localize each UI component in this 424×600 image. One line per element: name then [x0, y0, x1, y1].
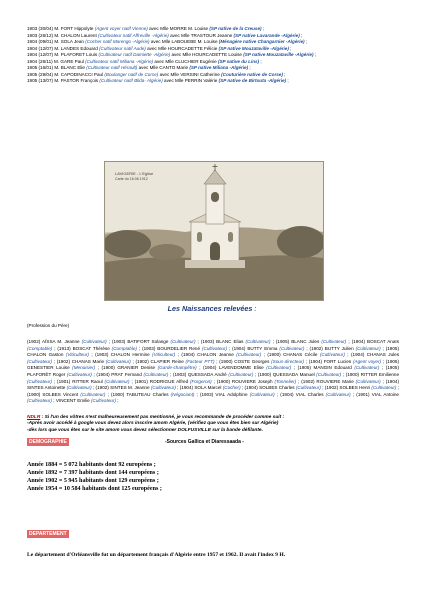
groom-name: M. GARE Paul — [54, 58, 84, 64]
births-heading — [0, 304, 424, 313]
birth-entry: ; (1904) LAVENDOMME Elise — [196, 365, 267, 371]
groom-name: M. BLANC Elie — [54, 65, 85, 71]
birth-father-profession: (Menuisier) — [72, 365, 96, 371]
birth-entry: ; (1905) BLANC Jules — [270, 339, 322, 344]
groom-name: M. LANDES Edouard — [54, 45, 98, 51]
birth-father-profession: (Viticulteur) — [65, 352, 89, 358]
birth-entry: ; (1902) CHANAS Marie — [52, 358, 106, 364]
birth-entry: ; (1901) RODRIGUE Alfred — [129, 378, 191, 384]
birth-father-profession: (Cultivateur) — [279, 345, 305, 351]
births-heading-text: Les Naissances relevées — [167, 304, 253, 313]
groom-detail: (Cocher natif Marengo -Algérie) — [85, 39, 150, 45]
birth-entry: ; (1904) SINTES Antoinette — [27, 378, 399, 391]
church-illustration — [105, 162, 323, 300]
birth-entry: ; (1904) BUTTY Emma — [227, 345, 280, 351]
note-line-2: -Après avoir accédé à google vous devez alors inscrire amom Algérie, (vérifiez que vous êtes bien sur Algérie) — [27, 421, 279, 427]
groom-name: M. PLAFORET Louis — [54, 52, 98, 58]
groom-detail: (Cultivateur natif Affreville -Algérie) — [98, 32, 169, 38]
bride-name: avec Mlle CANTO Marie — [138, 65, 189, 71]
birth-father-profession: (Cultivateur) — [295, 385, 321, 391]
birth-father-profession: (Cultivateur) — [236, 352, 262, 358]
birth-father-profession: (Forgeron) — [190, 378, 212, 384]
department-text: Le département d'Orléansville fut un département français d'Algérie entre 1957 et 1962. Il avait l'index 9 H. — [27, 552, 286, 558]
birth-entry: ; (1903) BOURDELIER René — [136, 345, 202, 351]
birth-father-profession: (Cultivateur) — [105, 358, 131, 364]
birth-entry: ; (1902) BUTTY Julien — [304, 345, 356, 351]
birth-father-profession: (Sous-directeur) — [271, 358, 305, 364]
birth-entry: ; (1904) VIAL Charles — [274, 391, 326, 397]
row-end: ; — [313, 52, 317, 58]
births-heading-colon: : — [252, 304, 257, 313]
bride-name: avec Mlle MORRE M. Louise — [149, 26, 209, 31]
groom-detail: (Agent voyer natif Vienne) — [94, 26, 148, 31]
birth-entry: ; (1900) QUESSADA Manuel — [253, 371, 317, 377]
bride-detail: (Ménagère native Changarnier -Algérie) — [218, 39, 305, 45]
birth-father-profession: (Cultivateur) — [201, 345, 227, 351]
birth-father-profession: (Cultivateur) — [249, 391, 275, 397]
bride-detail: (SP native Mouzaïaville -Algérie) — [243, 52, 314, 58]
birth-father-profession: (Comptable) — [111, 345, 137, 351]
bride-detail: (SP native de la Creuse) — [209, 26, 262, 31]
birth-father-profession: (Facteur PTT) — [185, 358, 215, 364]
birth-entry: ; (1904) FORT Lucien — [304, 358, 354, 364]
bride-name: avec Mlle PERRIN Valérie — [164, 78, 218, 84]
population-line: Année 1954 = 10 584 habitants dont 125 européens ; — [27, 486, 162, 493]
bride-name: avec Mlle VERSINI Catherine — [159, 71, 220, 77]
birth-entry: ; VINCENT Emilie — [52, 398, 91, 404]
birth-entry: ; (1900) GRANIER Denise — [95, 365, 158, 371]
birth-entry: ; (1904) CHALON Jeanne — [175, 352, 237, 358]
birth-father-profession: (Cocher) — [222, 385, 241, 391]
groom-name: M. CHALON Laurent — [54, 32, 97, 38]
groom-name: M. PASTOR François — [54, 78, 99, 84]
birth-father-profession: (Cultivateur) — [354, 365, 380, 371]
row-end: ; — [299, 32, 303, 38]
marriage-date: 1903 (30/04) — [27, 26, 54, 31]
note-line-1-text: : Si l'un des vôtres n'est malheureusement pas mentionné, je vous recommande de procéder comme suit : — [40, 415, 285, 420]
birth-entry: ; — [116, 398, 119, 404]
birth-father-profession: (Cultivateur) — [321, 339, 347, 344]
birth-entry: ; (1905) GENESTIER Louise — [27, 358, 400, 371]
birth-entry: ; (1903) CHALON Hermine — [88, 352, 153, 358]
marriage-date: 1905 (13/07) — [27, 78, 54, 84]
birth-father-profession: (Cultivateur) — [316, 371, 342, 377]
row-end: ; — [259, 58, 262, 64]
birth-entry: ; (1905) MANGIN Edouard — [291, 365, 355, 371]
marriage-date: 1905 (16/01) — [27, 65, 54, 71]
groom-detail: (Boulanger natif de Corse) — [104, 71, 159, 77]
birth-entry: ; (1902) ROUVIERE Marie — [296, 378, 356, 384]
birth-father-profession: (Cultivateur) — [27, 378, 53, 384]
note-line-3: -dès lors que vous êtes sur le site amom vous devez sélectionner DOLFUSVILLE sur la bande défilante. — [27, 427, 263, 433]
demography-badge: DEMOGRAPHIE — [29, 439, 67, 445]
photo-caption-title: LAVIGERIE - L'Eglise — [115, 171, 154, 176]
birth-entry: ; (1903) VIAL Adolphine — [194, 391, 250, 397]
birth-entry: ; (1900) RITTER Emilienne — [341, 371, 400, 377]
row-end: ; — [282, 71, 286, 77]
birth-entry: ; (1902) SOLBES Henri — [320, 385, 372, 391]
bride-name: avec Mlle HOURCADETTE Louise — [171, 52, 242, 58]
birth-father-profession: (Cultivateur) — [66, 371, 92, 377]
birth-father-profession: (Cultivateur) — [27, 398, 53, 404]
row-end: ; — [248, 65, 251, 71]
birth-father-profession: (Cultivateur) — [150, 385, 176, 391]
birth-entry: ; (1900) COSTE Georges — [214, 358, 272, 364]
church-postcard-photo — [104, 161, 324, 301]
birth-father-profession: (Cultivateur) — [104, 378, 130, 384]
birth-father-profession: (Cultivateur) — [245, 339, 271, 344]
groom-detail: (Cultivateur natif Aude) — [99, 45, 146, 51]
groom-detail: (Cultivateur natif Hérault) — [86, 65, 138, 71]
marriage-list — [27, 26, 407, 85]
groom-name: M. CAPODINACCI Paul — [54, 71, 104, 77]
department-badge: DEPARTEMENT — [29, 531, 67, 537]
bride-detail: (SP native Lavarande -Algérie) — [233, 32, 300, 38]
birth-father-profession: (Cultivateur) — [91, 398, 117, 404]
population-line: Année 1902 = 5 945 habitants dont 129 européens ; — [27, 478, 159, 485]
birth-father-profession: (Cultivateur) — [143, 371, 169, 377]
birth-entry: ; (1900) CHANAS Cécile — [261, 352, 320, 358]
birth-father-profession: (Cultivateur) — [266, 365, 292, 371]
birth-father-profession: (Cultivateur) — [228, 371, 254, 377]
birth-entry: ; (1913) BOSCAT Thérèse — [52, 345, 112, 351]
birth-father-profession: (Comptable) — [27, 345, 53, 351]
birth-entry: ; (1900) SOLBES Vincent — [27, 385, 400, 397]
birth-father-profession: (Cultivateur) — [325, 391, 351, 397]
marriage-date: 1905 (29/04) — [27, 71, 54, 77]
groom-name: M. FORT Hippolyte — [54, 26, 94, 31]
births-legend: (Profession du Père) — [27, 323, 70, 328]
birth-entry: ; (1902) CLAPIER Reine — [130, 358, 186, 364]
birth-entry: ; (1904) SOLA Marcel — [175, 385, 223, 391]
birth-father-profession: (Cultivateur) — [319, 352, 345, 358]
bride-name: avec Mlle TRASTOUR Jeanne — [170, 32, 233, 38]
birth-father-profession: (Cultivateur) — [371, 385, 397, 391]
birth-entry: ; (1903) BATIFORT Solange — [106, 339, 171, 344]
birth-father-profession: (Négociant) — [170, 391, 195, 397]
birth-entry: ; (1904) PRAT Fernand — [91, 371, 144, 377]
bride-name: avec Mlle LABOUEBE M. Louise — [150, 39, 218, 45]
bride-name: avec Mlle HOURCADETTE Félicie — [147, 45, 218, 51]
birth-entry: ; (1903) BLANC Elias — [195, 339, 246, 344]
birth-entry: ; (1904) CHANAS Jules — [344, 352, 399, 358]
birth-entry: (1902) AÏSSA M. Jeanne — [27, 339, 82, 344]
marriage-date: 1904 (12/07) — [27, 52, 54, 58]
birth-entry: ; (1900) ROUVIERE Joseph — [211, 378, 275, 384]
birth-entry: ; (1903) QUESSADA André — [168, 371, 229, 377]
birth-entry: ; (1900) TABUTEAU Charles — [105, 391, 171, 397]
birth-entry: ; (1905) PLAFORÊT Roger — [27, 365, 399, 377]
bride-detail: (SP native Miliana -Algérie) — [189, 65, 249, 71]
birth-father-profession: (Cultivateur) — [355, 378, 381, 384]
birth-father-profession: (Cultivateur) — [355, 345, 381, 351]
birth-entry: ; (1904) SOLBES Charles — [240, 385, 296, 391]
marriage-date: 1904 (09/01) — [27, 39, 54, 45]
note-label: NDLR — [27, 415, 41, 420]
population-list — [27, 461, 162, 493]
groom-detail: (Cultivateur natif Miliana -Algérie) — [85, 58, 154, 64]
birth-father-profession: (Cultivateur) — [27, 358, 53, 364]
birth-father-profession: (Garde-champêtre) — [157, 365, 197, 371]
photo-caption-date: Carte du 16.06.1912 — [115, 177, 148, 181]
birth-father-profession: (Cultivateur) — [80, 391, 106, 397]
groom-detail: (Cultivateur natif Blida- Algérie) — [99, 78, 163, 84]
population-line: Année 1884 = 5 072 habitants dont 92 européens ; — [27, 462, 156, 468]
row-end: ; — [286, 78, 289, 84]
birth-father-profession: (Agent voyer) — [353, 358, 382, 364]
row-end: ; — [304, 39, 308, 45]
row-end: ; — [261, 26, 265, 31]
birth-entry: ; (1902) SINTES M. Jeanne — [91, 385, 151, 391]
marriage-date: 1904 (26/11) — [27, 58, 53, 64]
birth-father-profession: (Cultivateur) — [81, 339, 107, 344]
marriage-row — [27, 78, 407, 85]
marriage-date: 1903 (26/12) — [27, 32, 54, 38]
birth-entry: ; (1901) VIAL Antoine — [350, 391, 399, 397]
demography-header — [27, 438, 399, 447]
row-end: ; — [288, 45, 292, 51]
birth-entry: ; (1901) RITTER Raoul — [52, 378, 105, 384]
bride-detail: (Couturière native de Corse) — [221, 71, 283, 77]
bride-detail: (SP native du Lins) — [217, 58, 260, 64]
birth-father-profession: (Cultivateur) — [66, 385, 92, 391]
demography-sources: -Sources Gallica et Diaressaada - — [165, 439, 244, 445]
birth-father-profession: (Tonnelier) — [274, 378, 297, 384]
marriage-date: 1904 (12/07) — [27, 45, 54, 51]
birth-father-profession: (Viticulteur) — [152, 352, 176, 358]
bride-detail: (SP native Mouzaïaville -Algérie) — [218, 45, 289, 51]
population-line: Année 1892 = 7 397 habitants dont 144 européens ; — [27, 470, 159, 477]
births-list — [27, 339, 399, 405]
bride-name: avec Mlle CLUCHIER Eugénie — [154, 58, 217, 64]
groom-detail: (Cultivateur natif Damiette -Algérie) — [98, 52, 171, 58]
groom-name: M. SOLA Jean — [54, 39, 84, 45]
bride-detail: (SP native de Birtouta -Algérie) — [218, 78, 287, 84]
editor-note — [27, 415, 399, 434]
birth-entry: ; (1905) CHALON Gaston — [27, 345, 400, 358]
birth-entry: ; (1904) BOSCAT Anaïs — [346, 339, 399, 344]
birth-father-profession: (Cultivateur) — [170, 339, 196, 344]
